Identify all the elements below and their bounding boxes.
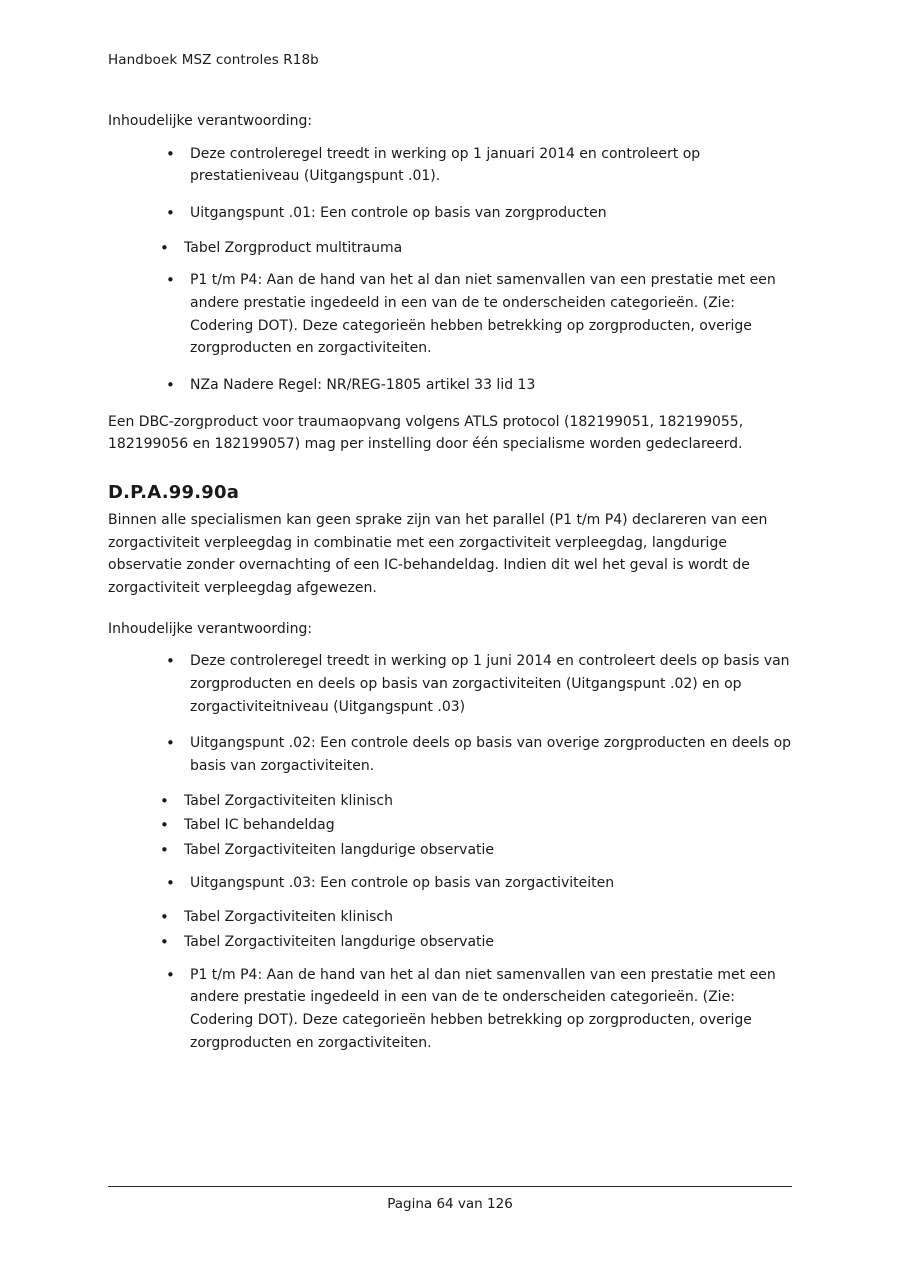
section-a-intro-label: Inhoudelijke verantwoording: — [108, 113, 313, 129]
list-item: • NZa Nadere Regel: NR/REG-1805 artikel 33 lid 13 — [108, 374, 798, 397]
section-b-title: D.P.A.99.90a — [108, 482, 240, 504]
section-b-sub-bullet-list-02 — [108, 790, 798, 862]
spacer — [108, 600, 798, 618]
section-a-closing-paragraph: Een DBC-zorgproduct voor traumaopvang volgens ATLS protocol (182199051, 182199055, 182199056 en 182199057) mag per instelling door één specialisme worden gedeclareerd. — [108, 413, 744, 453]
section-b-bullet-list-part3 — [108, 964, 798, 1055]
footer-divider — [108, 1186, 792, 1187]
section-b-sub-bullet-list-03 — [108, 906, 798, 953]
list-item: • Deze controleregel treedt in werking op 1 juni 2014 en controleert deels op basis van zorgproducten en deels op basis van zorgactiviteiten (Uitgangspunt .02) en op zorgactiviteitniveau (Uitgangspunt .03) — [108, 650, 798, 718]
section-b-bullet-list-part2 — [108, 872, 798, 895]
section-a-sub-bullet-list — [108, 237, 798, 260]
section-a-bullet-list-part2 — [108, 269, 798, 396]
section-a-bullet-list-part1 — [108, 143, 798, 225]
list-item: • Uitgangspunt .03: Een controle op basis van zorgactiviteiten — [108, 872, 798, 895]
list-item: • Tabel Zorgactiviteiten langdurige observatie — [108, 931, 798, 954]
list-item: • Tabel Zorgproduct multitrauma — [108, 237, 798, 260]
document-header: Handboek MSZ controles R18b — [108, 52, 319, 68]
list-item: • Tabel Zorgactiviteiten langdurige observatie — [108, 839, 798, 862]
list-item: • Tabel Zorgactiviteiten klinisch — [108, 790, 798, 813]
section-b-bullet-list-part1 — [108, 650, 798, 777]
list-item: • Tabel Zorgactiviteiten klinisch — [108, 906, 798, 929]
list-item: • P1 t/m P4: Aan de hand van het al dan niet samenvallen van een prestatie met een andere prestatie ingedeeld in een van de te onderscheiden categorieën. (Zie: Codering DOT). Deze categorieën hebben betrekking op zorgproducten, overige zorgproducten en zorgactiviteiten. — [108, 964, 798, 1055]
section-b-intro-label: Inhoudelijke verantwoording: — [108, 620, 313, 637]
list-item: • Deze controleregel treedt in werking op 1 januari 2014 en controleert op prestatieniveau (Uitgangspunt .01). — [108, 143, 798, 188]
list-item: • P1 t/m P4: Aan de hand van het al dan niet samenvallen van een prestatie met een andere prestatie ingedeeld in een van de te onderscheiden categorieën. (Zie: Codering DOT). Deze categorieën hebben betrekking op zorgproducten, overige zorgproducten en zorgactiviteiten. — [108, 269, 798, 360]
footer-page-label: Pagina 64 van 126 — [387, 1196, 513, 1212]
document-body — [108, 110, 798, 1069]
section-b-description: Binnen alle specialismen kan geen sprake zijn van het parallel (P1 t/m P4) declareren van een zorgactiviteit verpleegdag in combinatie met een zorgactiviteit verpleegdag, langdurige observatie zonder overnachting of een IC-behandeldag. Indien dit wel het geval is wordt de zorgactiviteit verpleegdag afgewezen. — [108, 512, 768, 597]
list-item: • Tabel IC behandeldag — [108, 814, 798, 837]
list-item: • Uitgangspunt .01: Een controle op basis van zorgproducten — [108, 202, 798, 225]
list-item: • Uitgangspunt .02: Een controle deels op basis van overige zorgproducten en deels op basis van zorgactiviteiten. — [108, 732, 798, 777]
